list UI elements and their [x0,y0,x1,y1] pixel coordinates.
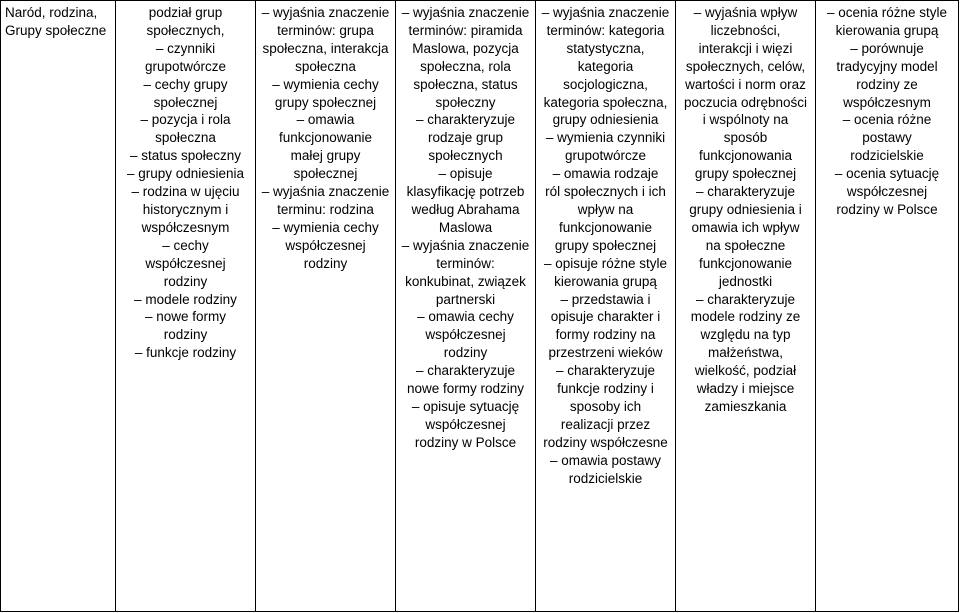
cell-line: współczesnej [425,327,506,343]
cell-line: współczesnej [145,255,226,271]
cell-line: klasyfikację potrzeb [406,184,525,200]
cell-line: Naród, rodzina, [5,5,98,20]
cell-line: – pozycja i rola [140,112,231,128]
cell-line: – wyjaśnia znaczenie [401,5,530,20]
cell-line: władzy i miejsce [696,381,795,397]
basic-requirements-cell [256,1,396,612]
cell-line: społecznych [428,148,503,164]
cell-line: społeczna [155,130,216,146]
cell-line: rodziny w Polsce [836,201,938,217]
cell-line: – przedstawia i [560,291,651,307]
cell-line: rodzicielskie [568,470,643,486]
cell-line: statystyczna, [566,40,645,56]
cell-line: kategoria [577,58,634,74]
extended-requirements-cell [396,1,536,612]
cell-line: grupy społecznej [274,94,377,110]
cell-line: współczesnym [141,219,230,235]
cell-line: grupy odniesienia i [689,201,802,217]
beyond-requirements-cell [816,1,959,612]
cell-line: – funkcje rodziny [134,345,237,361]
cell-line: – omawia cechy [417,309,514,325]
cell-line: funkcje rodziny i [557,381,654,397]
cell-line: według Abrahama [411,201,520,217]
cell-line: formy rodziny na [555,327,656,343]
cell-line: – wyjaśnia znaczenie [261,184,390,200]
cell-line: małżeństwa, [707,345,784,361]
cell-line: grupy społecznej [554,237,657,253]
cell-line: społeczna, interakcja [262,40,389,56]
cell-line: – opisuje sytuację [411,398,520,414]
cell-line: wpływ na [577,201,634,217]
cell-line: modele rodziny ze [690,309,801,325]
cell-line: – status społeczny [129,148,242,164]
cell-line: – omawia rodzaje [552,166,659,182]
topic-cell [1,1,116,612]
cell-line: – nowe formy [144,309,227,325]
cell-line: i wspólnoty na [702,112,789,128]
cell-line: – rodzina w ujęciu [131,184,240,200]
cell-line: grupy społecznej [694,166,797,182]
cell-line: współczesnej [285,237,366,253]
cell-line: interakcji i więzi [698,40,793,56]
cell-line: – wyjaśnia znaczenie [541,5,670,20]
cell-line: grupotwórcze [144,58,227,74]
complete-requirements-cell [676,1,816,612]
cell-line: nowe formy rodziny [406,381,525,397]
cell-line: przestrzeni wieków [548,345,663,361]
cell-line: terminów: kategoria [546,22,665,38]
cell-line: rodziny [163,273,208,289]
cell-line: rodziny ze [856,76,918,92]
cell-line: terminów: [436,255,495,271]
cell-line: społeczna [295,58,356,74]
cell-line: – omawia [296,112,355,128]
cell-line: współczesnej [425,416,506,432]
cell-line: – wymienia cechy [272,76,379,92]
cell-line: rodzaje grup [427,130,504,146]
cell-line: – grupy odniesienia [126,166,245,182]
cell-line: wartości i norm oraz [685,76,806,92]
cell-line: względu na typ [700,327,791,343]
cell-line: Maslowa [438,219,493,235]
cell-line: grupy odniesienia [552,112,659,128]
cell-line: Maslowa, pozycja [412,40,519,56]
cell-line: – charakteryzuje [555,363,656,379]
cell-line: zamieszkania [704,398,787,414]
cell-line: – ocenia różne style [826,5,948,20]
cell-line: małej grupy [290,148,361,164]
cell-line: – ocenia różne [842,112,932,128]
cell-line: – ocenia sytuację [834,166,940,182]
cell-line: kierowania grupą [554,273,657,289]
cell-line: kierowania grupą [835,22,939,38]
cell-line: realizacji przez [560,416,651,432]
cell-line: Grupy społeczne [5,22,107,38]
cell-line: funkcjonowanie [278,130,373,146]
cell-line: sposób [723,130,768,146]
cell-line: społecznej [153,94,218,110]
cell-line: – cechy [162,237,209,253]
cell-line: jednostki [718,273,773,289]
cell-line: – wyjaśnia wpływ [693,5,798,20]
cell-line: – wyjaśnia znaczenie [261,5,390,20]
cell-line: społecznych, celów, [685,58,806,74]
cell-line: partnerski [435,291,496,307]
cell-line: społeczna, status [413,76,518,92]
cell-line: – charakteryzuje [415,363,516,379]
cell-line: – opisuje [438,166,493,182]
cell-line: sposoby ich [569,398,642,414]
advanced-requirements-cell [536,1,676,612]
cell-line: terminów: piramida [408,22,523,38]
cell-line: rodziny [303,255,348,271]
cell-line: współczesnym [843,94,931,110]
cell-line: – charakteryzuje [695,291,796,307]
cell-line: konkubinat, związek [405,273,526,289]
cell-line: społeczny [435,94,496,110]
cell-line: na społeczne [705,237,786,253]
cell-line: – charakteryzuje [695,184,796,200]
cell-line: rodziny współczesne [543,434,668,450]
cell-line: – wymienia cechy [272,219,379,235]
content-cell [116,1,256,612]
cell-line: rodziny [443,345,488,361]
cell-line: współczesnej [846,184,928,200]
cell-line: grupotwórcze [564,148,647,164]
cell-line: – wymienia czynniki [545,130,666,146]
cell-line: – modele rodziny [134,291,237,307]
cell-line: kategoria społeczna, [543,94,668,110]
cell-line: – charakteryzuje [415,112,516,128]
cell-line: rodziny w Polsce [414,434,517,450]
cell-line: – opisuje różne style [543,255,668,271]
cell-line: podział grup [148,5,223,20]
cell-line: społeczna, rola [420,58,511,74]
cell-line: wielkość, podział [694,363,797,379]
cell-line: terminów: grupa [277,22,374,38]
cell-line: socjologiczna, [563,76,648,92]
cell-line: społecznych, [146,22,225,38]
cell-line: – porównuje [850,40,924,56]
cell-line: tradycyjny model [836,58,938,74]
cell-line: rodziny [163,327,208,343]
cell-line: rodzicielskie [850,148,924,164]
cell-line: terminu: rodzina [277,201,374,217]
cell-line: – omawia postawy [549,452,662,468]
cell-line: – czynniki [155,40,216,56]
cell-line: społecznej [293,166,358,182]
table-row [1,1,959,612]
cell-line: – cechy grupy [143,76,228,92]
cell-line: poczucia odrębności [683,94,808,110]
cell-line: ról społecznych i ich [545,184,666,200]
cell-line: liczebności, [710,22,781,38]
cell-line: historycznym i [142,201,229,217]
cell-line: – wyjaśnia znaczenie [401,237,530,253]
cell-line: funkcjonowanie [698,255,793,271]
cell-line: omawia ich wpływ [691,219,800,235]
cell-line: opisuje charakter i [550,309,661,325]
cell-line: funkcjonowanie [558,219,653,235]
cell-line: funkcjonowania [698,148,793,164]
cell-line: postawy [862,130,912,146]
